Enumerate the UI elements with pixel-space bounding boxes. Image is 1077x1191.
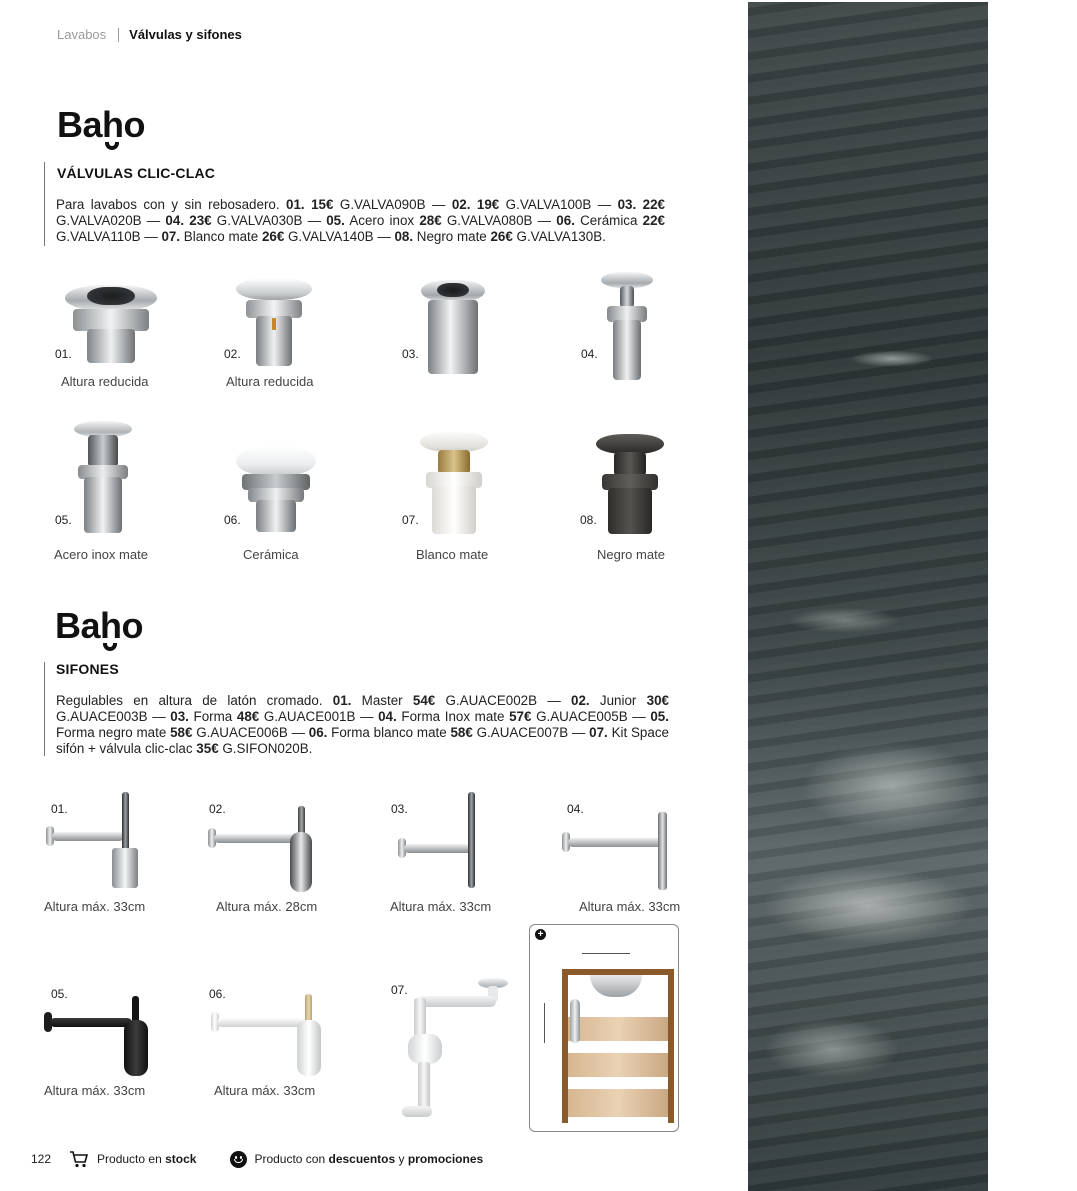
valves-heading: VÁLVULAS CLIC-CLAC — [57, 165, 216, 181]
product-number: 04. — [567, 802, 584, 816]
promo-legend: Producto con descuentos y promociones — [254, 1152, 484, 1166]
siphon-image — [398, 792, 482, 888]
siphons-heading: SIFONES — [56, 661, 119, 677]
product-caption: Altura máx. 33cm — [214, 1083, 316, 1098]
product-number: 05. — [55, 513, 72, 527]
product-number: 05. — [51, 987, 68, 1001]
product-caption: Negro mate — [597, 547, 665, 562]
product-number: 04. — [581, 347, 598, 361]
siphon-image — [44, 996, 150, 1078]
valve-image — [65, 285, 157, 365]
brand-logo-baho: Baho — [57, 104, 145, 146]
breadcrumb-divider — [118, 28, 119, 42]
product-number: 06. — [224, 513, 241, 527]
section-rule — [44, 662, 45, 756]
valve-image — [74, 421, 132, 533]
logo-smile-mark — [103, 643, 117, 651]
valve-image — [601, 272, 653, 380]
product-number: 06. — [209, 987, 226, 1001]
diagram-dimension-line — [582, 953, 630, 954]
product-caption: Altura máx. 33cm — [44, 1083, 146, 1098]
breadcrumb-section[interactable]: Lavabos — [57, 27, 107, 42]
section-rule — [44, 162, 45, 246]
brand-logo-baho: Baho — [55, 605, 143, 647]
diagram-cabinet-side — [668, 975, 674, 1123]
plus-circle-icon[interactable]: + — [535, 929, 546, 940]
valve-image — [420, 432, 488, 534]
siphon-image — [208, 806, 322, 892]
product-caption: Altura reducida — [226, 374, 314, 389]
product-number: 01. — [55, 347, 72, 361]
product-caption: Cerámica — [243, 547, 299, 562]
product-number: 07. — [402, 513, 419, 527]
product-caption: Altura máx. 28cm — [216, 899, 318, 914]
cart-icon — [69, 1150, 89, 1168]
diagram-drawer — [568, 1089, 668, 1117]
siphon-image — [46, 792, 142, 888]
product-number: 02. — [224, 347, 241, 361]
breadcrumb-current: Válvulas y sifones — [129, 27, 242, 42]
product-number: 08. — [580, 513, 597, 527]
product-number: 01. — [51, 802, 68, 816]
product-caption: Altura máx. 33cm — [390, 899, 492, 914]
product-number: 03. — [402, 347, 419, 361]
diagram-dimension-line — [544, 1003, 545, 1043]
valve-image — [596, 434, 664, 534]
logo-smile-mark — [105, 142, 119, 150]
product-number: 07. — [391, 983, 408, 997]
smiley-icon — [230, 1151, 247, 1168]
page-number: 122 — [31, 1152, 52, 1166]
sea-photo — [748, 2, 988, 1191]
product-caption: Blanco mate — [416, 547, 489, 562]
product-number: 02. — [209, 802, 226, 816]
diagram-basin — [590, 975, 642, 997]
valve-image — [236, 278, 312, 366]
siphon-image — [211, 994, 327, 1076]
installation-diagram[interactable] — [529, 924, 679, 1132]
breadcrumb — [57, 27, 242, 42]
product-caption: Altura máx. 33cm — [579, 899, 681, 914]
valve-image — [421, 280, 485, 374]
valve-image — [236, 446, 316, 532]
diagram-drawer — [568, 1017, 668, 1041]
siphon-image — [398, 978, 510, 1118]
product-caption: Altura máx. 33cm — [44, 899, 146, 914]
diagram-drawer — [568, 1053, 668, 1077]
siphons-description: Regulables en altura de latón cromado. 01. Master 54€ G.AUACE002B — 02. Junior 30€ G.AUACE003B — 03. Forma 48€ G.AUACE001B — 04. Forma Inox mate 57€ G.AUACE005B — 05. Forma negro mate 58€ G.AUACE006B — 06. Forma blanco mate 58€ G.AUACE007B — 07. Kit Space sifón + válvula clic-clac 35€ G.SIFON020B. — [56, 693, 669, 756]
diagram-siphon — [570, 999, 580, 1043]
siphon-image — [562, 812, 678, 890]
valves-description: Para lavabos con y sin rebosadero. 01. 15€ G.VALVA090B — 02. 19€ G.VALVA100B — 03. 22€ G.VALVA020B — 04. 23€ G.VALVA030B — 05. Acero inox 28€ G.VALVA080B — 06. Cerámica 22€ G.VALVA110B — 07. Blanco mate 26€ G.VALVA140B — 08. Negro mate 26€ G.VALVA130B. — [56, 197, 666, 244]
product-caption: Altura reducida — [61, 374, 149, 389]
product-number: 03. — [391, 802, 408, 816]
stock-legend: Producto en stock — [97, 1152, 197, 1166]
product-caption: Acero inox mate — [54, 547, 148, 562]
page-footer — [31, 1150, 483, 1168]
